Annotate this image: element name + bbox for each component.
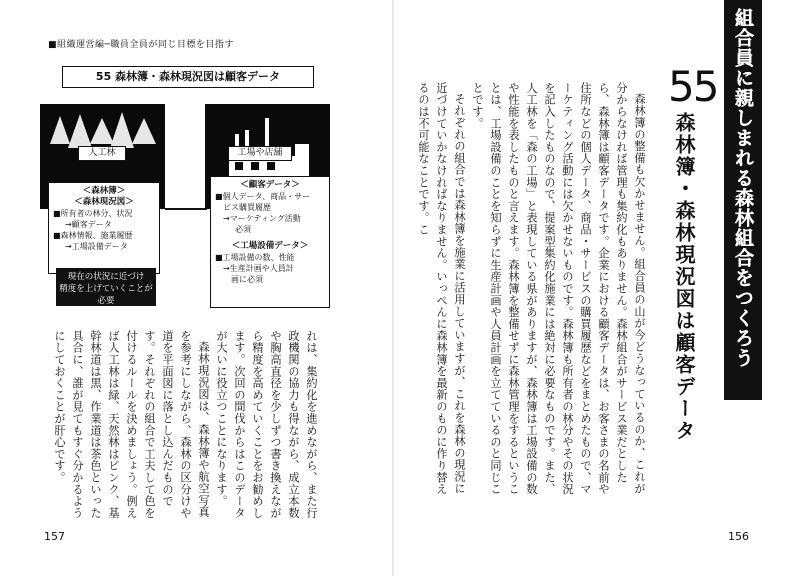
customer-data-panel (210, 176, 330, 308)
page-number-right: 156 (728, 530, 749, 543)
panel-item: ビス購買履歴 (223, 203, 271, 212)
callout-line: 現在の状況に近づけ (67, 272, 145, 282)
paragraph: 森林現況図は、森林簿や航空写真を参考にしながら、森林の区分けや道を平面図に落とし込んだものです。それぞれの組合で工夫して色を付けるルールを決めましょう。例えば人工林は緑、天然林はピンク、基幹林道は黒、作業道は茶色といった具合に、誰が見てもすぐ分かるようにしておくことが肝心です。 (53, 330, 210, 519)
section-number: 55 (668, 62, 718, 111)
panel-heading: ＜森林現況図＞ (74, 197, 134, 207)
panel-heading: ＜顧客データ＞ (240, 180, 300, 190)
panel-item: ■個人データ、商品・サー (215, 192, 311, 201)
panel-item: ■工場設備の数、性能 (215, 253, 295, 262)
panel-item: 必須 (235, 225, 251, 234)
chapter-title: 組合員に親しまれる森林組合をつくろう (732, 8, 754, 368)
paragraph: れは、集約化を進めながら、また行政機関の協力も得ながら、成立本数や胸高直径を少しずつ書き換えながら精度を高めていくことをお勧めします。次回の間伐からはこのデータが大いに役立つことになります。 (215, 330, 318, 519)
running-header: ■組織運営編─職員全員が同じ目標を目指す (48, 40, 234, 50)
panel-item: ■所有者の林分、状況 (53, 209, 133, 218)
callout-line: 必要 (97, 296, 115, 306)
forest-register-panel (48, 182, 160, 274)
left-body-text (53, 330, 320, 526)
right-body-text (417, 82, 648, 502)
panel-item: →マーケティング活動 (223, 214, 301, 223)
panel-heading: ＜森林簿＞ (82, 186, 126, 196)
paragraph: 森林簿の整備も欠かせません。組合員の山が今どうなっているのか、これが分からなければ管理も集約化もありません。森林組合がサービス業だとしたら、森林簿は顧客データです。企業における顧客データは、お客さまの名前や住所などの個人データ、商品・サービスの購買履歴などをまとめたもので、マーケティング活動には欠かせないものです。森林簿も所有者の林分やその状況を記入したものなので、提案型集約化施業には絶対に必要なものです。また、人工林を「森の工場」と表現している県がありますが、森林簿は工場設備の数や性能を表したものと言えます。森林簿を整備せずに森林管理をするということは、工場設備のことを知らずに生産計画や人員計画を立てているのと同じことです。 (471, 82, 646, 495)
connector-arrow (165, 208, 207, 210)
panel-item: →生産計画や人員計 (223, 264, 294, 273)
section-title: 森林簿・森林現況図は顧客データ (672, 112, 696, 442)
factory-label: 工場や店舗 (228, 146, 292, 161)
diagram (40, 58, 370, 318)
page-number-left: 157 (44, 530, 65, 543)
diagram-title: 55 森林簿・森林現況図は顧客データ (62, 66, 314, 88)
panel-item: 画に必須 (231, 275, 263, 284)
panel-heading: ＜工場設備データ＞ (231, 241, 309, 251)
forest-label: 人工林 (78, 146, 126, 161)
panel-item: ■森林情報、施業履歴 (53, 231, 133, 240)
callout-line: 精度を上げていくことが (59, 284, 153, 294)
panel-item: →工場設備データ (65, 242, 128, 251)
panel-item: →顧客データ (65, 220, 112, 229)
callout-box (56, 268, 156, 306)
paragraph: それぞれの組合では森林簿を施業に活用していますが、これを森林の現況に近づけていかなければなりません。いっぺんに森林簿を最新のものに作り替えるのは不可能なことです。こ (417, 82, 466, 495)
